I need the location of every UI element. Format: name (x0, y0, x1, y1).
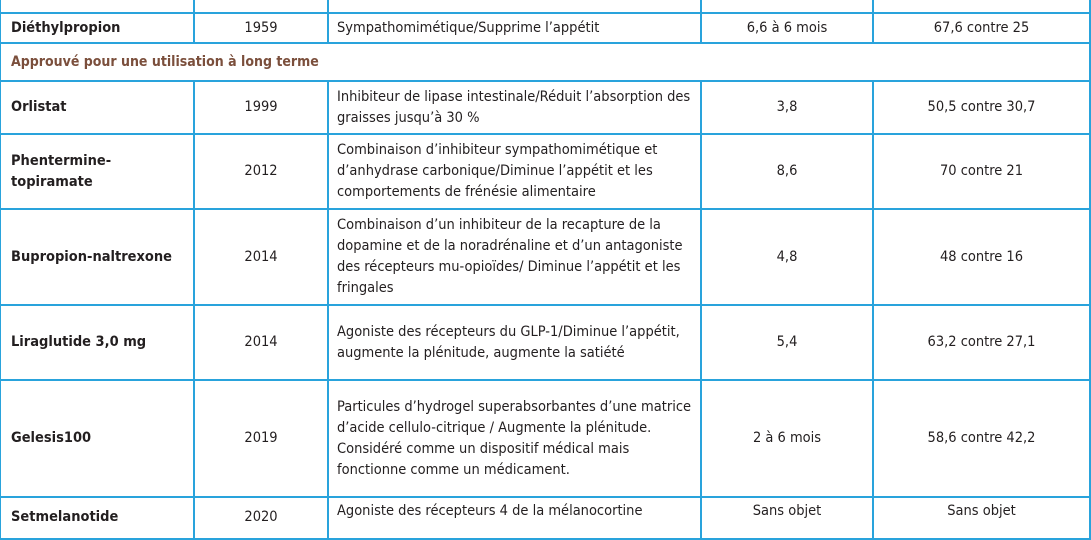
responders: 48 contre 16 (873, 209, 1090, 305)
table-row (0, 81, 1090, 134)
drug-name: Liraglutide 3,0 mg (0, 305, 194, 380)
mechanism: Sympathomimétique/Supprime l’appétit (328, 13, 701, 43)
mechanism: Combinaison d’inhibiteur sympathomimétique et d’anhydrase carbonique/Diminue l’appétit et les comportements de frénésie alimentaire (328, 134, 701, 209)
mechanism: Particules d’hydrogel superabsorbantes d’une matrice d’acide cellulo-citrique / Augmente la plénitude. Considéré comme un dispositif médical mais fonctionne comme un médicament. (328, 380, 701, 497)
responders: 58,6 contre 42,2 (873, 380, 1090, 497)
approval-year: 2014 (194, 209, 328, 305)
drug-name: Diéthylpropion (0, 13, 194, 43)
approval-year: 2012 (194, 134, 328, 209)
mechanism: Combinaison d’un inhibiteur de la recapture de la dopamine et de la noradrénaline et d’un antagoniste des récepteurs mu-opioïdes/ Diminue l’appétit et les fringales (328, 209, 701, 305)
weight-loss: 2 à 6 mois (701, 380, 873, 497)
table-row (0, 209, 1090, 305)
responders: 63,2 contre 27,1 (873, 305, 1090, 380)
weight-loss: Sans objet (701, 497, 873, 539)
table-row (0, 380, 1090, 497)
approval-year: 2014 (194, 305, 328, 380)
table-row (0, 134, 1090, 209)
drug-name: Setmelanotide (0, 497, 194, 539)
table-row-top-partial (0, 0, 1090, 13)
weight-loss: 5,4 (701, 305, 873, 380)
responders: 67,6 contre 25 (873, 13, 1090, 43)
approval-year: 2020 (194, 497, 328, 539)
table-row (0, 497, 1090, 539)
mechanism: Inhibiteur de lipase intestinale/Réduit l’absorption des graisses jusqu’à 30 % (328, 81, 701, 134)
weight-loss: 6,6 à 6 mois (701, 13, 873, 43)
weight-loss: 3,8 (701, 81, 873, 134)
approval-year: 2019 (194, 380, 328, 497)
mechanism: Agoniste des récepteurs 4 de la mélanocortine (328, 497, 701, 539)
drug-name: Phentermine-topiramate (0, 134, 194, 209)
responders: 50,5 contre 30,7 (873, 81, 1090, 134)
mechanism: Agoniste des récepteurs du GLP-1/Diminue l’appétit, augmente la plénitude, augmente la satiété (328, 305, 701, 380)
section-heading: Approuvé pour une utilisation à long terme (0, 43, 1090, 81)
approval-year: 1959 (194, 13, 328, 43)
approval-year: 1999 (194, 81, 328, 134)
drug-name: Bupropion-naltrexone (0, 209, 194, 305)
table-row (0, 305, 1090, 380)
section-row (0, 43, 1090, 81)
responders: Sans objet (873, 497, 1090, 539)
weight-loss: 4,8 (701, 209, 873, 305)
table-row (0, 13, 1090, 43)
responders: 70 contre 21 (873, 134, 1090, 209)
drug-name: Gelesis100 (0, 380, 194, 497)
weight-loss: 8,6 (701, 134, 873, 209)
drug-name: Orlistat (0, 81, 194, 134)
